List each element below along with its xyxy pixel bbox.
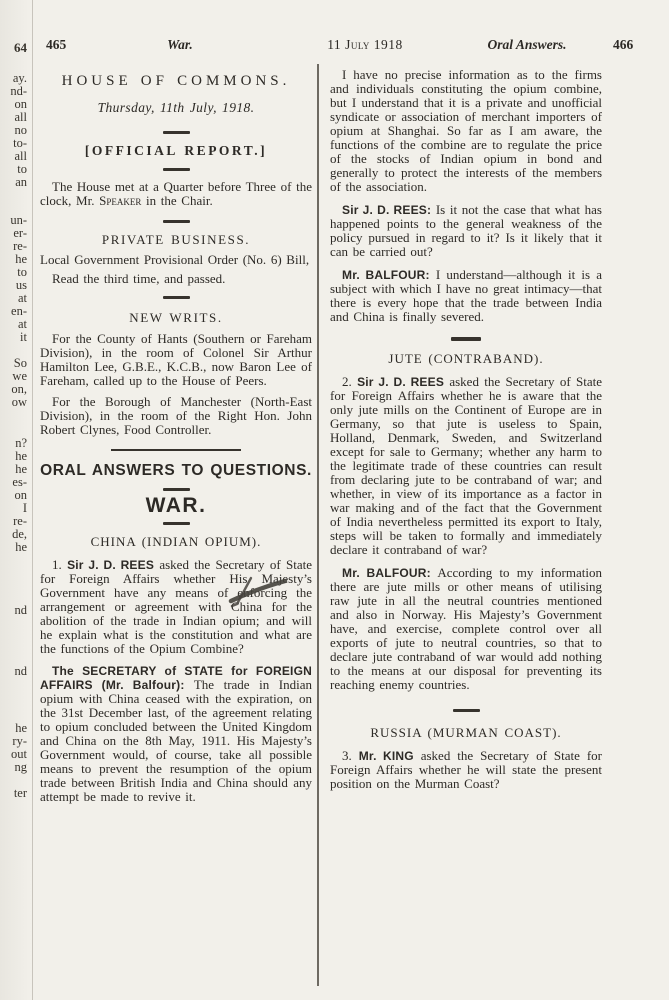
- margin-fragment: er-: [13, 226, 27, 240]
- divider-dash: [453, 709, 480, 712]
- margin-fragment: he: [15, 721, 27, 735]
- margin-fragment: us: [15, 278, 27, 292]
- divider-dash: [163, 296, 190, 299]
- private-business-heading: PRIVATE BUSINESS.: [101, 232, 251, 247]
- opening-text-end: in the Chair.: [141, 193, 213, 208]
- margin-fragment: to: [17, 162, 27, 176]
- margin-fragment: it: [20, 330, 27, 344]
- new-writs-heading: NEW WRITS.: [129, 310, 223, 325]
- answer-text: The trade in Indian opium with China ceased with the expiration, on the 31st December last, of the agreement relating to opium concluded between the United Kingdom and China on the 8th May, 1911. His Majesty’s Government would, of course, take all possible means to prevent the resumption of the opium trade between British India and China should any attempt be made to revive it.: [40, 677, 312, 804]
- margin-fragment: he: [15, 449, 27, 463]
- opening-paragraph: [40, 180, 312, 208]
- divider-dash: [163, 488, 190, 491]
- minister-name: The SECRETARY of STATE for FOREIGN AFFAIRS (Mr. Balfour):: [40, 664, 312, 692]
- margin-fragment: at: [17, 317, 27, 331]
- member-name: Sir J. D. REES: [357, 375, 445, 389]
- margin-fragment: ay.: [12, 71, 27, 85]
- margin-fragment: all: [14, 110, 27, 124]
- page-fold-line: [32, 0, 33, 1000]
- column-divider-rule: [317, 64, 319, 986]
- date-year: 1918: [373, 37, 403, 52]
- divider-dash: [163, 168, 190, 171]
- supplementary-text: Is it not the case that what has happened points to the general weakness of the policy pursued in regard to it? Is it likely that it can be carried out?: [330, 202, 602, 259]
- jute-contraband-heading: JUTE (CONTRABAND).: [388, 351, 544, 366]
- question-text: asked the Secretary of State for Foreign Affairs whether he will state the present position on the Murman Coast?: [330, 748, 602, 791]
- running-title-war: War.: [167, 37, 193, 52]
- question-2: [330, 375, 602, 557]
- bill-reading-line: Read the third time, and passed.: [52, 271, 226, 286]
- reply-text: I understand—although it is a subject with which I have no great intimacy—that there is every hope that the trade between India and China is finally severed.: [330, 267, 602, 324]
- war-heading: WAR.: [145, 494, 207, 517]
- margin-fragment: no: [14, 123, 27, 137]
- margin-fragment: I: [22, 501, 27, 515]
- divider-dash: [451, 337, 481, 341]
- balfour-reply-1: [330, 268, 602, 324]
- question-number: 1.: [52, 557, 68, 572]
- answer-1: [40, 664, 312, 804]
- margin-fragment: nd-: [10, 84, 27, 98]
- official-report-heading: [OFFICIAL REPORT.]: [84, 143, 268, 158]
- margin-fragment: en-: [11, 304, 27, 318]
- sitting-date: Thursday, 11th July, 1918.: [97, 100, 255, 115]
- margin-fragment: to: [17, 265, 27, 279]
- question-text: asked the Secretary of State for Foreign Affairs whether His Majesty’s Government have any means of enforcing the arrangement or agreement with China for the abolition of the trade in Indian opium; and will he explain what is the constitution and what are the functions of the Opium Combine?: [40, 557, 312, 656]
- left-column: [40, 64, 312, 804]
- margin-fragment: re-: [13, 514, 27, 528]
- margin-fragment: nd: [14, 603, 27, 617]
- margin-fragment: we: [12, 369, 27, 383]
- oral-answers-heading: ORAL ANSWERS TO QUESTIONS.: [40, 462, 312, 479]
- margin-fragment: ter: [13, 786, 27, 800]
- divider-dash: [163, 522, 190, 525]
- reply-text: According to my information there are jute mills or other means of utilising raw jute in all the neutral countries mentioned and also in Norway. His Majesty’s Government have, and exercise, complete control over all exports of jute to neutral countries, so that to declare jute contraband of war would add nothing to the means at our disposal for preventing its reaching enemy countries.: [330, 565, 602, 692]
- page-number-right: 466: [613, 37, 634, 52]
- margin-fragment: on: [14, 97, 27, 111]
- question-text: asked the Secretary of State for Foreign Affairs whether he is aware that the only jute mills on the Continent of Europe are in Germany, so that jute is useless to Spain, Holland, Denmark, Sweden, and Switzerland except for sale to Germany; whether any harm to the legitimate trade of these countries can result from declaring jute to be contraband of war; and whether, in view of its importance as a factor in war making and of the fact that the Government of India nevertheless permitted its export to Italy, steps will be taken to formally and immediately declare it contraband of war?: [330, 374, 602, 557]
- margin-fragment: So: [13, 356, 27, 370]
- section-rule: [111, 449, 241, 451]
- member-name: Mr. KING: [358, 749, 414, 763]
- margin-fragment: de,: [12, 527, 27, 541]
- margin-fragment: ry-: [12, 734, 27, 748]
- margin-fragment: all: [14, 149, 27, 163]
- margin-fragment: ng: [14, 760, 27, 774]
- margin-fragment: un-: [10, 213, 27, 227]
- rees-supplementary: [330, 203, 602, 259]
- date-day: 11: [327, 37, 342, 52]
- divider-dash: [163, 220, 190, 223]
- margin-fragment: nd: [14, 664, 27, 678]
- margin-fragment: he: [15, 252, 27, 266]
- speaker-smallcaps: Speaker: [99, 193, 142, 208]
- writ-paragraph-manchester: For the Borough of Manchester (North-East Division), in the room of the Right Hon. John Robert Clynes, Food Controller.: [40, 394, 312, 437]
- right-column: [330, 64, 602, 791]
- margin-fragment: on: [14, 488, 27, 502]
- balfour-reply-2: [330, 566, 602, 692]
- minister-name: Mr. BALFOUR:: [342, 268, 430, 282]
- margin-strip: [0, 0, 30, 1000]
- bill-title-line: Local Government Provisional Order (No. 6) Bill,: [40, 252, 310, 267]
- margin-fragment: he: [15, 462, 27, 476]
- margin-fragment: re-: [13, 239, 27, 253]
- margin-fragment: n?: [15, 436, 27, 450]
- china-opium-heading: CHINA (INDIAN OPIUM).: [90, 534, 262, 549]
- date-month: July: [345, 37, 370, 52]
- page-number-left: 465: [46, 37, 67, 52]
- margin-fragment: an: [15, 175, 27, 189]
- divider-dash: [163, 131, 190, 134]
- russia-murman-heading: RUSSIA (MURMAN COAST).: [370, 725, 562, 740]
- member-name: Sir J. D. REES:: [342, 203, 432, 217]
- answer-continuation-paragraph: I have no precise information as to the firms and individuals constituting the opium combine, but I understand that it is a private and unofficial syndicate or association of merchant importers of opium at Shanghai. So far as I am aware, the functions of the combine are to regulate the price of the stocks of Indian opium in bond and generally to protect the interests of the members of the association.: [330, 67, 602, 194]
- minister-name: Mr. BALFOUR:: [342, 566, 431, 580]
- house-of-commons-heading: HOUSE OF COMMONS.: [61, 73, 291, 89]
- opening-text: The House met at a Quarter before Three of the clock, Mr.: [40, 179, 312, 208]
- margin-fragment: he: [15, 540, 27, 554]
- pen-mark: [228, 576, 290, 608]
- margin-fragment: es-: [12, 475, 27, 489]
- margin-fragment: on,: [11, 382, 27, 396]
- margin-fragment: ow: [11, 395, 27, 409]
- writ-paragraph-hants: For the County of Hants (Southern or Fareham Division), in the room of Colonel Sir Arthur Hamilton Lee, G.B.E., K.C.B., now Baron Lee of Fareham, called up to the House of Peers.: [40, 331, 312, 388]
- question-number: 3.: [342, 748, 359, 763]
- question-number: 2.: [342, 374, 358, 389]
- margin-fragment: 64: [14, 40, 27, 55]
- margin-fragment: to-: [13, 136, 27, 150]
- member-name: Sir J. D. REES: [67, 558, 155, 572]
- margin-fragment: out: [11, 747, 27, 761]
- margin-fragment: at: [17, 291, 27, 305]
- running-date: [295, 37, 435, 53]
- running-title-oral-answers: Oral Answers.: [487, 37, 567, 52]
- question-3: [330, 749, 602, 791]
